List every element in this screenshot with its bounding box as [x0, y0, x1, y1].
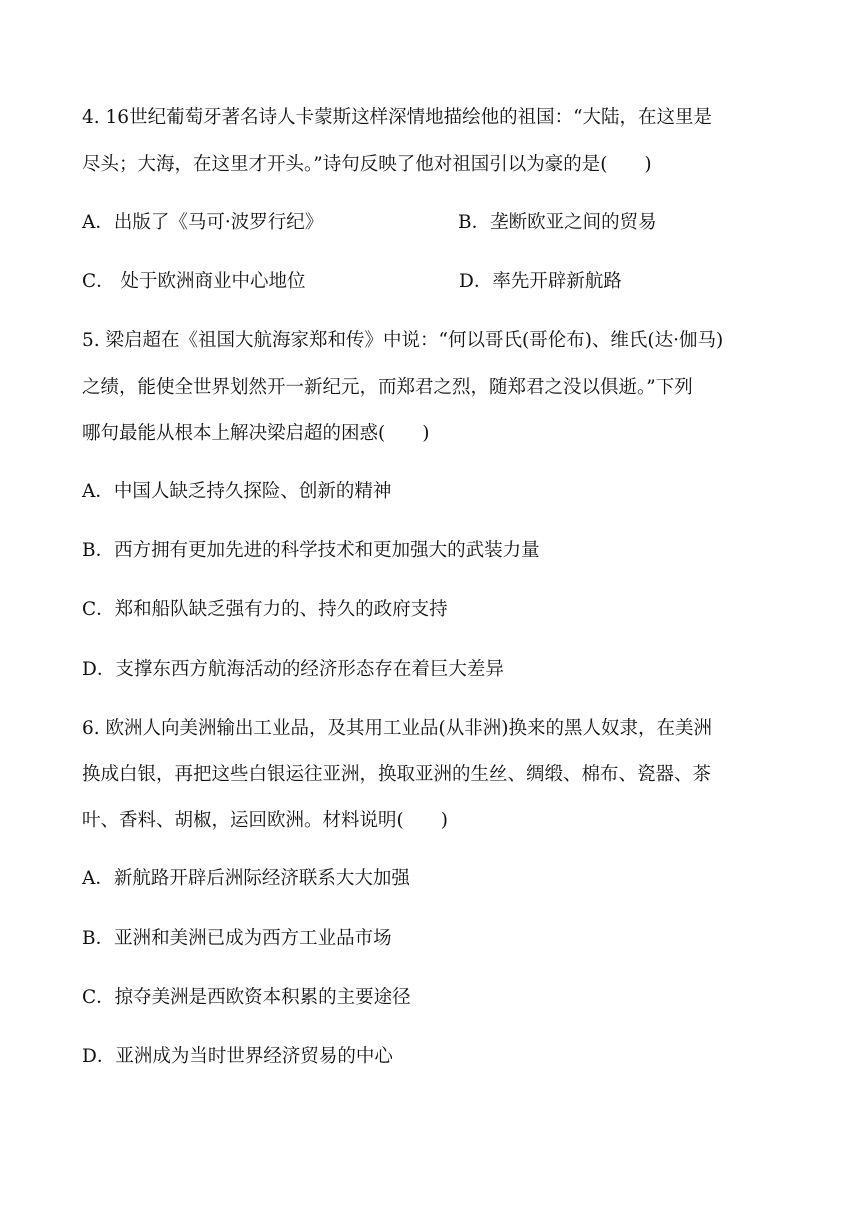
- question-5-option-d: D．支撑东西方航海活动的经济形态存在着巨大差异: [82, 659, 504, 680]
- question-6-option-c: C．掠夺美洲是西欧资本积累的主要途径: [82, 987, 411, 1008]
- question-5-option-a: A．中国人缺乏持久探险、创新的精神: [82, 481, 392, 502]
- question-6-line-3: 叶、香料、胡椒，运回欧洲。材料说明( ): [82, 810, 448, 831]
- question-4-option-b: B．垄断欧亚之间的贸易: [458, 212, 657, 233]
- question-5-line-1: 5. 梁启超在《祖国大航海家郑和传》中说：“何以哥氏(哥伦布)、维氏(达·伽马): [82, 330, 724, 351]
- question-5-option-c: C．郑和船队缺乏强有力的、持久的政府支持: [82, 599, 448, 620]
- question-4-option-d: D．率先开辟新航路: [459, 271, 622, 292]
- question-6-line-1: 6. 欧洲人向美洲输出工业品，及其用工业品(从非洲)换来的黑人奴隶，在美洲: [82, 718, 712, 739]
- question-5-line-3: 哪句最能从根本上解决梁启超的困惑( ): [82, 423, 430, 444]
- question-5-line-2: 之绩，能使全世界划然开一新纪元，而郑君之烈，随郑君之没以俱逝。”下列: [82, 377, 693, 398]
- question-6-option-b: B．亚洲和美洲已成为西方工业品市场: [82, 928, 392, 949]
- question-6-line-2: 换成白银，再把这些白银运往亚洲，换取亚洲的生丝、绸缎、棉布、瓷器、茶: [82, 764, 712, 785]
- question-4-option-a: A．出版了《马可·波罗行纪》: [82, 212, 324, 233]
- question-6-option-d: D．亚洲成为当时世界经济贸易的中心: [82, 1046, 393, 1067]
- question-6-option-a: A．新航路开辟后洲际经济联系大大加强: [82, 868, 410, 889]
- question-4-line-1: 4. 16世纪葡萄牙著名诗人卡蒙斯这样深情地描绘他的祖国：“大陆，在这里是: [82, 107, 713, 128]
- question-4-line-2: 尽头；大海，在这里才开头。”诗句反映了他对祖国引以为豪的是( ): [82, 154, 652, 175]
- question-4-option-c: C． 处于欧洲商业中心地位: [82, 271, 306, 292]
- question-5-option-b: B．西方拥有更加先进的科学技术和更加强大的武装力量: [82, 540, 540, 561]
